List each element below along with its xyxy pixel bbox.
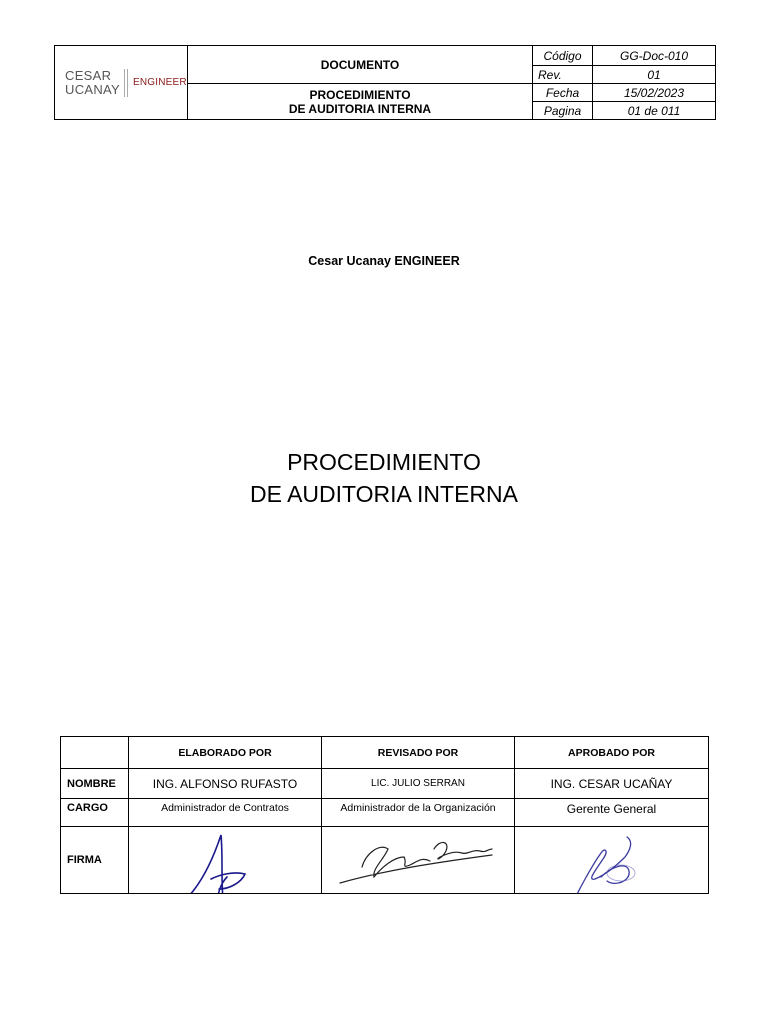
logo-line-2: UCANAY xyxy=(65,81,121,97)
field-label-pagina: Pagina xyxy=(533,102,593,120)
logo-line-1: CESAR xyxy=(65,67,112,83)
field-value-fecha: 15/02/2023 xyxy=(593,84,716,102)
signature-aprobado-drawing xyxy=(515,827,709,893)
signature-table xyxy=(60,736,709,894)
procedure-line-2: DE AUDITORIA INTERNA xyxy=(288,101,432,116)
signature-elaborado xyxy=(129,827,322,894)
signature-revisado xyxy=(322,827,515,894)
signature-elaborado-drawing xyxy=(129,827,322,893)
field-value-pagina: 01 de 011 xyxy=(593,102,716,120)
doc-label: DOCUMENTO xyxy=(188,46,533,84)
signature-aprobado xyxy=(515,827,709,894)
document-title xyxy=(0,446,768,510)
header-aprobado: APROBADO POR xyxy=(515,737,709,769)
field-value-rev: 01 xyxy=(593,66,716,84)
name-aprobado: ING. CESAR UCAÑAY xyxy=(515,769,709,799)
header-table xyxy=(54,45,716,120)
corner-cell xyxy=(61,737,129,769)
company-logo xyxy=(55,46,188,120)
cargo-elaborado: Administrador de Contratos xyxy=(129,799,322,827)
cargo-revisado: Administrador de la Organización xyxy=(322,799,515,827)
header-revisado: REVISADO POR xyxy=(322,737,515,769)
title-line-1: PROCEDIMIENTO xyxy=(287,449,481,475)
signature-revisado-drawing xyxy=(322,827,515,893)
title-line-2: DE AUDITORIA INTERNA xyxy=(250,481,518,507)
label-firma: FIRMA xyxy=(61,827,129,894)
label-nombre: NOMBRE xyxy=(61,769,129,799)
company-name: Cesar Ucanay ENGINEER xyxy=(308,254,460,268)
name-elaborado: ING. ALFONSO RUFASTO xyxy=(129,769,322,799)
procedure-title-cell xyxy=(188,84,533,120)
field-value-codigo: GG-Doc-010 xyxy=(593,46,716,66)
cargo-aprobado: Gerente General xyxy=(515,799,709,827)
name-revisado: LIC. JULIO SERRAN xyxy=(322,769,515,799)
logo-engineer: ENGINEER xyxy=(133,77,187,88)
field-label-rev: Rev. xyxy=(533,66,593,84)
field-label-codigo: Código xyxy=(533,46,593,66)
logo-divider xyxy=(124,69,125,97)
field-label-fecha: Fecha xyxy=(533,84,593,102)
header-elaborado: ELABORADO POR xyxy=(129,737,322,769)
label-cargo: CARGO xyxy=(61,799,129,827)
procedure-line-1: PROCEDIMIENTO xyxy=(309,87,411,102)
